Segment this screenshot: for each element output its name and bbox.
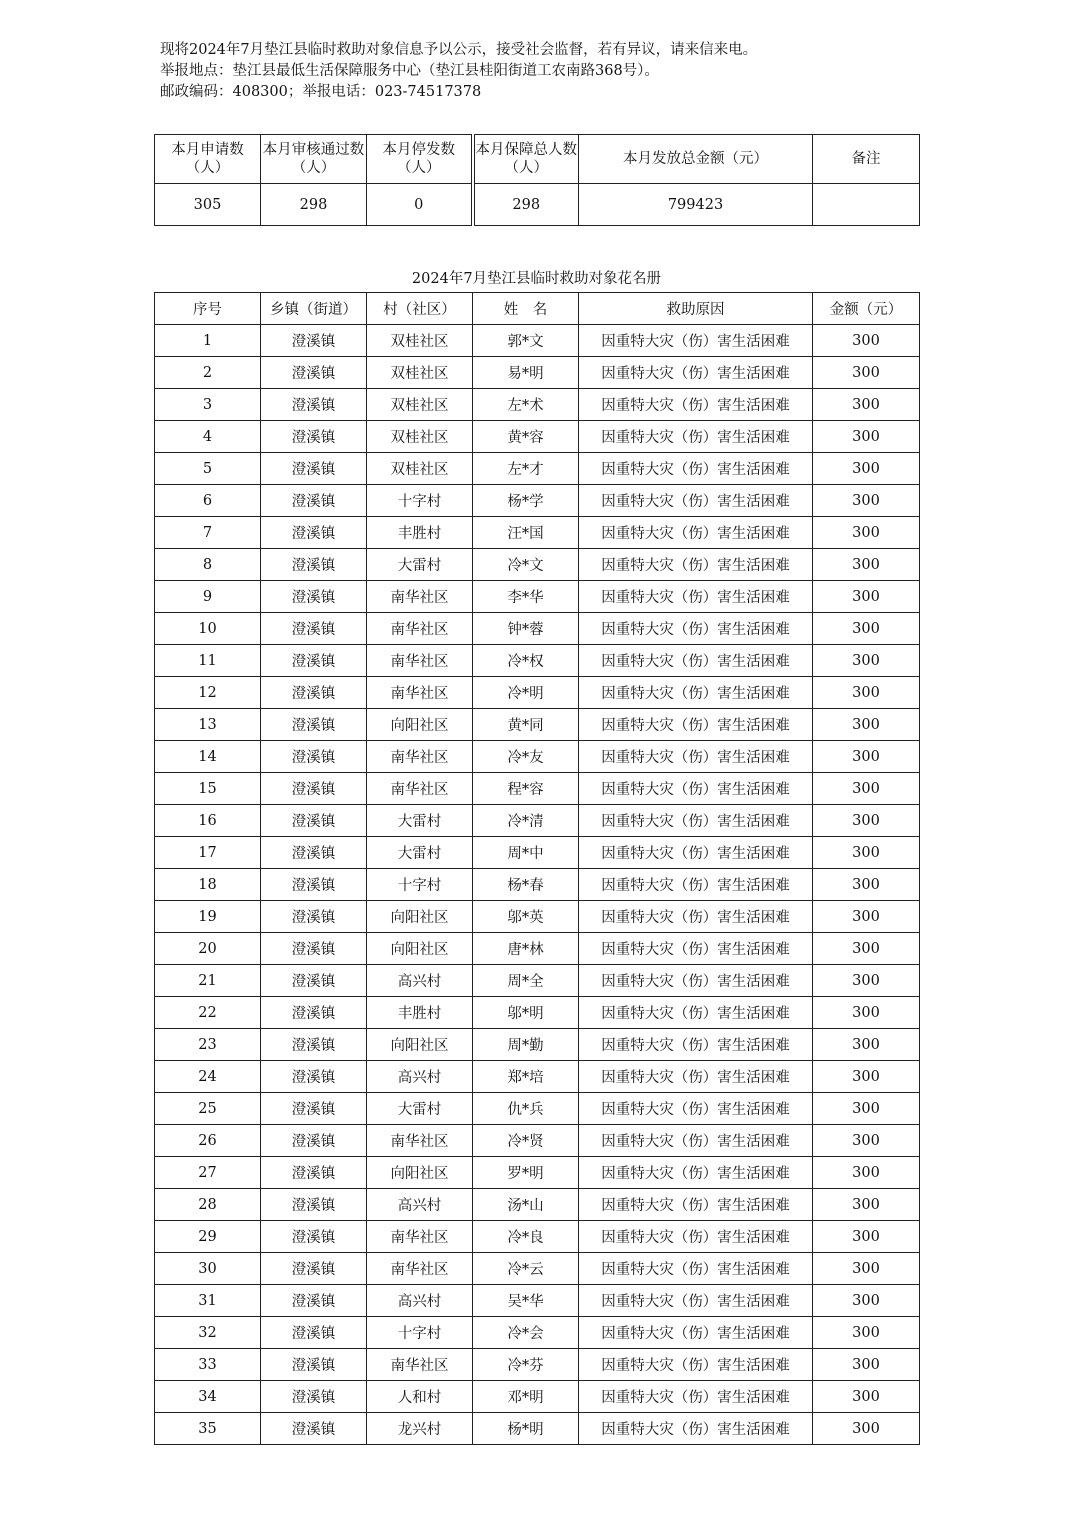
row-index: 28 [155,1189,261,1221]
row-village: 大雷村 [367,837,473,869]
row-village: 十字村 [367,485,473,517]
row-name: 冷*良 [473,1221,579,1253]
row-town: 澄溪镇 [261,901,367,933]
row-index: 19 [155,901,261,933]
row-amount: 300 [813,805,920,837]
row-index: 6 [155,485,261,517]
row-name: 左*术 [473,389,579,421]
row-reason: 因重特大灾（伤）害生活困难 [579,997,813,1029]
row-amount: 300 [813,581,920,613]
row-amount: 300 [813,773,920,805]
row-amount: 300 [813,837,920,869]
row-name: 冷*贤 [473,1125,579,1157]
row-town: 澄溪镇 [261,709,367,741]
row-town: 澄溪镇 [261,1125,367,1157]
row-amount: 300 [813,1381,920,1413]
row-amount: 300 [813,1093,920,1125]
row-index: 4 [155,421,261,453]
row-village: 丰胜村 [367,517,473,549]
row-amount: 300 [813,965,920,997]
row-amount: 300 [813,1157,920,1189]
row-village: 双桂社区 [367,421,473,453]
table-row [155,1317,920,1349]
row-town: 澄溪镇 [261,1093,367,1125]
row-name: 左*才 [473,453,579,485]
table-row [155,997,920,1029]
row-amount: 300 [813,1253,920,1285]
row-village: 双桂社区 [367,453,473,485]
row-town: 澄溪镇 [261,421,367,453]
row-reason: 因重特大灾（伤）害生活困难 [579,1189,813,1221]
row-village: 高兴村 [367,1189,473,1221]
row-reason: 因重特大灾（伤）害生活困难 [579,357,813,389]
row-index: 7 [155,517,261,549]
row-reason: 因重特大灾（伤）害生活困难 [579,1221,813,1253]
table-row [155,1253,920,1285]
row-town: 澄溪镇 [261,773,367,805]
row-village: 双桂社区 [367,325,473,357]
row-village: 龙兴村 [367,1413,473,1445]
row-town: 澄溪镇 [261,965,367,997]
row-amount: 300 [813,325,920,357]
row-amount: 300 [813,517,920,549]
row-village: 丰胜村 [367,997,473,1029]
summary-header-approved: 本月审核通过数（人） [261,135,367,184]
row-index: 3 [155,389,261,421]
row-amount: 300 [813,901,920,933]
row-reason: 因重特大灾（伤）害生活困难 [579,677,813,709]
roster-header-index: 序号 [155,293,261,325]
roster-header-name: 姓 名 [473,293,579,325]
roster-header-village: 村（社区） [367,293,473,325]
table-row [155,613,920,645]
row-village: 向阳社区 [367,1029,473,1061]
row-amount: 300 [813,677,920,709]
row-index: 29 [155,1221,261,1253]
notice-line-1: 现将2024年7月垫江县临时救助对象信息予以公示，接受社会监督，若有异议，请来信来电。 [160,42,758,58]
row-town: 澄溪镇 [261,677,367,709]
row-village: 高兴村 [367,1061,473,1093]
row-name: 郭*文 [473,325,579,357]
table-row [155,677,920,709]
row-index: 20 [155,933,261,965]
row-amount: 300 [813,1029,920,1061]
table-row [155,549,920,581]
row-amount: 300 [813,1221,920,1253]
table-row [155,1093,920,1125]
summary-table [154,134,920,226]
row-name: 汪*国 [473,517,579,549]
notice-block [160,40,757,103]
row-index: 2 [155,357,261,389]
row-name: 冷*文 [473,549,579,581]
row-town: 澄溪镇 [261,1253,367,1285]
row-reason: 因重特大灾（伤）害生活困难 [579,741,813,773]
table-row [155,901,920,933]
row-name: 杨*春 [473,869,579,901]
row-town: 澄溪镇 [261,1413,367,1445]
row-town: 澄溪镇 [261,389,367,421]
summary-header-row [155,135,920,184]
table-row [155,965,920,997]
row-name: 冷*会 [473,1317,579,1349]
row-amount: 300 [813,1413,920,1445]
row-town: 澄溪镇 [261,1381,367,1413]
row-village: 高兴村 [367,965,473,997]
row-village: 高兴村 [367,1285,473,1317]
row-reason: 因重特大灾（伤）害生活困难 [579,1061,813,1093]
row-index: 24 [155,1061,261,1093]
row-index: 8 [155,549,261,581]
row-index: 32 [155,1317,261,1349]
summary-value-applied: 305 [155,184,261,226]
row-name: 唐*林 [473,933,579,965]
row-name: 邬*明 [473,997,579,1029]
table-row [155,453,920,485]
row-index: 5 [155,453,261,485]
row-village: 十字村 [367,1317,473,1349]
table-row [155,1413,920,1445]
row-town: 澄溪镇 [261,1061,367,1093]
row-village: 南华社区 [367,613,473,645]
row-index: 1 [155,325,261,357]
row-village: 向阳社区 [367,901,473,933]
row-reason: 因重特大灾（伤）害生活困难 [579,645,813,677]
row-name: 周*全 [473,965,579,997]
row-reason: 因重特大灾（伤）害生活困难 [579,549,813,581]
roster-table [154,292,920,1445]
table-row [155,837,920,869]
row-index: 33 [155,1349,261,1381]
row-reason: 因重特大灾（伤）害生活困难 [579,773,813,805]
table-row [155,709,920,741]
row-town: 澄溪镇 [261,869,367,901]
row-name: 邓*明 [473,1381,579,1413]
row-town: 澄溪镇 [261,357,367,389]
row-village: 向阳社区 [367,933,473,965]
row-reason: 因重特大灾（伤）害生活困难 [579,933,813,965]
row-reason: 因重特大灾（伤）害生活困难 [579,325,813,357]
roster-header-row [155,293,920,325]
row-index: 9 [155,581,261,613]
summary-value-stopped: 0 [367,184,473,226]
table-row [155,421,920,453]
table-row [155,1381,920,1413]
row-reason: 因重特大灾（伤）害生活困难 [579,1093,813,1125]
row-town: 澄溪镇 [261,1317,367,1349]
row-reason: 因重特大灾（伤）害生活困难 [579,1125,813,1157]
table-row [155,1029,920,1061]
row-amount: 300 [813,1125,920,1157]
row-name: 仇*兵 [473,1093,579,1125]
row-village: 南华社区 [367,741,473,773]
row-town: 澄溪镇 [261,613,367,645]
roster-body [155,325,920,1445]
row-index: 21 [155,965,261,997]
row-name: 罗*明 [473,1157,579,1189]
row-town: 澄溪镇 [261,837,367,869]
row-index: 12 [155,677,261,709]
row-reason: 因重特大灾（伤）害生活困难 [579,389,813,421]
table-row [155,933,920,965]
row-index: 16 [155,805,261,837]
row-index: 13 [155,709,261,741]
table-row [155,485,920,517]
row-reason: 因重特大灾（伤）害生活困难 [579,517,813,549]
row-reason: 因重特大灾（伤）害生活困难 [579,1349,813,1381]
row-town: 澄溪镇 [261,581,367,613]
table-row [155,773,920,805]
row-reason: 因重特大灾（伤）害生活困难 [579,1029,813,1061]
row-reason: 因重特大灾（伤）害生活困难 [579,805,813,837]
row-village: 向阳社区 [367,709,473,741]
row-index: 11 [155,645,261,677]
row-name: 郑*培 [473,1061,579,1093]
row-town: 澄溪镇 [261,1157,367,1189]
row-name: 冷*云 [473,1253,579,1285]
row-amount: 300 [813,1349,920,1381]
row-name: 冷*明 [473,677,579,709]
summary-value-approved: 298 [261,184,367,226]
row-village: 大雷村 [367,549,473,581]
row-village: 大雷村 [367,1093,473,1125]
table-row [155,1349,920,1381]
row-village: 南华社区 [367,773,473,805]
table-row [155,389,920,421]
row-reason: 因重特大灾（伤）害生活困难 [579,453,813,485]
row-index: 35 [155,1413,261,1445]
row-name: 钟*蓉 [473,613,579,645]
row-village: 十字村 [367,869,473,901]
notice-line-3: 邮政编码：408300；举报电话：023-74517378 [160,84,482,100]
table-row [155,869,920,901]
row-index: 18 [155,869,261,901]
row-town: 澄溪镇 [261,933,367,965]
row-town: 澄溪镇 [261,517,367,549]
roster-header-town: 乡镇（街道） [261,293,367,325]
row-village: 南华社区 [367,1221,473,1253]
row-amount: 300 [813,613,920,645]
roster-title: 2024年7月垫江县临时救助对象花名册 [411,271,662,287]
row-village: 南华社区 [367,677,473,709]
row-reason: 因重特大灾（伤）害生活困难 [579,869,813,901]
summary-value-remarks [813,184,920,226]
row-amount: 300 [813,421,920,453]
row-town: 澄溪镇 [261,1189,367,1221]
row-name: 冷*权 [473,645,579,677]
summary-header-total-amount: 本月发放总金额（元） [579,135,813,184]
row-town: 澄溪镇 [261,997,367,1029]
row-amount: 300 [813,645,920,677]
row-town: 澄溪镇 [261,645,367,677]
row-amount: 300 [813,869,920,901]
row-town: 澄溪镇 [261,1285,367,1317]
row-name: 杨*学 [473,485,579,517]
row-name: 周*勤 [473,1029,579,1061]
row-amount: 300 [813,453,920,485]
row-index: 30 [155,1253,261,1285]
row-reason: 因重特大灾（伤）害生活困难 [579,1253,813,1285]
table-row [155,325,920,357]
row-amount: 300 [813,485,920,517]
row-index: 10 [155,613,261,645]
row-town: 澄溪镇 [261,485,367,517]
row-index: 26 [155,1125,261,1157]
row-index: 31 [155,1285,261,1317]
table-row [155,645,920,677]
table-row [155,1061,920,1093]
row-village: 南华社区 [367,581,473,613]
row-town: 澄溪镇 [261,741,367,773]
row-name: 黄*容 [473,421,579,453]
row-index: 27 [155,1157,261,1189]
summary-value-total-people: 298 [473,184,579,226]
row-name: 易*明 [473,357,579,389]
row-index: 22 [155,997,261,1029]
table-row [155,581,920,613]
row-amount: 300 [813,1317,920,1349]
table-row [155,805,920,837]
row-village: 双桂社区 [367,389,473,421]
row-village: 南华社区 [367,1125,473,1157]
row-reason: 因重特大灾（伤）害生活困难 [579,901,813,933]
row-amount: 300 [813,933,920,965]
row-reason: 因重特大灾（伤）害生活困难 [579,485,813,517]
summary-header-remarks: 备注 [813,135,920,184]
row-town: 澄溪镇 [261,1349,367,1381]
row-reason: 因重特大灾（伤）害生活困难 [579,613,813,645]
row-index: 25 [155,1093,261,1125]
row-amount: 300 [813,1189,920,1221]
row-village: 向阳社区 [367,1157,473,1189]
row-amount: 300 [813,997,920,1029]
summary-header-applied: 本月申请数（人） [155,135,261,184]
row-town: 澄溪镇 [261,453,367,485]
row-name: 汤*山 [473,1189,579,1221]
row-village: 双桂社区 [367,357,473,389]
row-town: 澄溪镇 [261,1221,367,1253]
row-reason: 因重特大灾（伤）害生活困难 [579,965,813,997]
row-name: 冷*友 [473,741,579,773]
table-row [155,1221,920,1253]
row-amount: 300 [813,389,920,421]
row-index: 15 [155,773,261,805]
row-reason: 因重特大灾（伤）害生活困难 [579,1285,813,1317]
summary-value-row [155,184,920,226]
row-name: 黄*同 [473,709,579,741]
row-town: 澄溪镇 [261,549,367,581]
row-name: 冷*清 [473,805,579,837]
table-row [155,357,920,389]
row-village: 南华社区 [367,1253,473,1285]
row-reason: 因重特大灾（伤）害生活困难 [579,1157,813,1189]
table-row [155,1125,920,1157]
row-index: 34 [155,1381,261,1413]
row-index: 17 [155,837,261,869]
summary-header-stopped: 本月停发数（人） [367,135,473,184]
notice-line-2: 举报地点：垫江县最低生活保障服务中心（垫江县桂阳街道工农南路368号）。 [160,63,659,79]
row-name: 周*中 [473,837,579,869]
table-row [155,517,920,549]
row-amount: 300 [813,709,920,741]
row-reason: 因重特大灾（伤）害生活困难 [579,421,813,453]
row-name: 程*容 [473,773,579,805]
row-village: 南华社区 [367,645,473,677]
row-name: 杨*明 [473,1413,579,1445]
row-village: 南华社区 [367,1349,473,1381]
row-index: 14 [155,741,261,773]
row-amount: 300 [813,357,920,389]
row-village: 大雷村 [367,805,473,837]
summary-header-total-people: 本月保障总人数（人） [473,135,579,184]
summary-value-total-amount: 799423 [579,184,813,226]
row-name: 冷*芬 [473,1349,579,1381]
table-row [155,741,920,773]
row-amount: 300 [813,549,920,581]
row-reason: 因重特大灾（伤）害生活困难 [579,1381,813,1413]
row-reason: 因重特大灾（伤）害生活困难 [579,1317,813,1349]
roster-header-reason: 救助原因 [579,293,813,325]
row-reason: 因重特大灾（伤）害生活困难 [579,709,813,741]
row-town: 澄溪镇 [261,1029,367,1061]
table-row [155,1157,920,1189]
row-amount: 300 [813,1061,920,1093]
row-name: 李*华 [473,581,579,613]
table-row [155,1189,920,1221]
row-index: 23 [155,1029,261,1061]
row-name: 吴*华 [473,1285,579,1317]
row-town: 澄溪镇 [261,325,367,357]
table-row [155,1285,920,1317]
row-amount: 300 [813,1285,920,1317]
row-amount: 300 [813,741,920,773]
row-town: 澄溪镇 [261,805,367,837]
row-reason: 因重特大灾（伤）害生活困难 [579,581,813,613]
row-name: 邬*英 [473,901,579,933]
roster-header-amount: 金额（元） [813,293,920,325]
row-reason: 因重特大灾（伤）害生活困难 [579,1413,813,1445]
row-village: 人和村 [367,1381,473,1413]
row-reason: 因重特大灾（伤）害生活困难 [579,837,813,869]
